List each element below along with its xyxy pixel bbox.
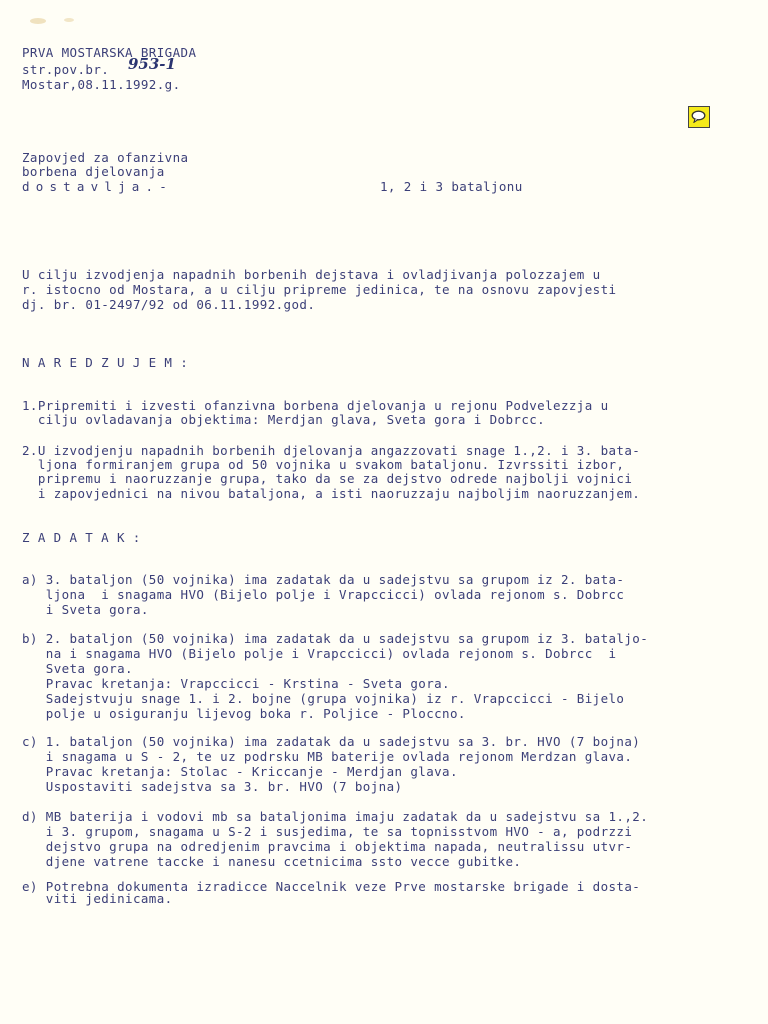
task-b-line: b) 2. bataljon (50 vojnika) ima zadatak da u sadejstvu sa grupom iz 3. bataljo-	[22, 631, 649, 646]
task-d-line: d) MB baterija i vodovi mb sa bataljonima imaju zadatak da u sadejstvu sa 1.,2.	[22, 809, 649, 824]
order-heading: NAREDZUJEM:	[22, 355, 197, 370]
recipients: 1, 2 i 3 bataljonu	[380, 179, 523, 194]
task-b-line: Pravac kretanja: Vrapccicci - Krstina - Sveta gora.	[22, 676, 450, 691]
task-e-line: e) Potrebna dokumenta izradicce Naccelnik veze Prve mostarske brigade i dosta-	[22, 879, 641, 894]
order-1-line: cilju ovladavanja objektima: Merdjan glava, Sveta gora i Dobrcc.	[22, 412, 546, 427]
reference-prefix: str.pov.br.	[22, 62, 110, 77]
task-d-line: i 3. grupom, snagama u S-2 i susjedima, te sa topnisstvom HVO - a, podrzzi	[22, 824, 633, 839]
tasks-heading: ZADATAK:	[22, 530, 149, 545]
paper-stain	[64, 18, 74, 22]
speech-bubble-icon	[691, 110, 706, 123]
task-c-line: Uspostaviti sadejstva sa 3. br. HVO (7 bojna)	[22, 779, 403, 794]
task-d-line: dejstvo grupa na odredjenim pravcima i objektima napada, neutralissu utvr-	[22, 839, 633, 854]
intro-line: U cilju izvodjenja napadnih borbenih dejstava i ovladjivanja polozzajem u	[22, 267, 601, 282]
task-b-line: Sveta gora.	[22, 661, 133, 676]
task-d-line: djene vatrene taccke i nanesu ccetnicima ssto vecce gubitke.	[22, 854, 522, 869]
order-2-line: ljona formiranjem grupa od 50 vojnika u svakom bataljonu. Izvrssiti izbor,	[22, 457, 625, 472]
order-2-line: 2.U izvodjenju napadnih borbenih djelovanja angazzovati snage 1.,2. i 3. bata-	[22, 443, 641, 458]
task-e-line: viti jedinicama.	[22, 891, 173, 906]
subject-line-2: borbena djelovanja	[22, 164, 165, 179]
order-2-line: pripremu i naoruzzanje grupa, tako da se za dejstvo odrede najbolji vojnici	[22, 471, 633, 486]
task-b-line: polje u osiguranju lijevog boka r. Poljice - Ploccno.	[22, 706, 466, 721]
intro-line: dj. br. 01-2497/92 od 06.11.1992.god.	[22, 297, 316, 312]
task-a-line: ljona i snagama HVO (Bijelo polje i Vrapccicci) ovlada rejonom s. Dobrcc	[22, 587, 625, 602]
task-c-line: Pravac kretanja: Stolac - Kriccanje - Merdjan glava.	[22, 764, 458, 779]
subject-line-1: Zapovjed za ofanzivna	[22, 150, 189, 165]
task-c-line: c) 1. bataljon (50 vojnika) ima zadatak da u sadejstvu sa 3. br. HVO (7 bojna)	[22, 734, 641, 749]
order-2-line: i zapovjednici na nivou bataljona, a isti naoruzzaju najboljim naoruzzanjem.	[22, 486, 641, 501]
intro-line: r. istocno od Mostara, a u cilju pripreme jedinica, te na osnovu zapovjesti	[22, 282, 617, 297]
task-c-line: i snagama u S - 2, te uz podrsku MB baterije ovlada rejonom Merdzan glava.	[22, 749, 633, 764]
comment-annotation[interactable]	[688, 106, 710, 128]
task-b-line: Sadejstvuju snage 1. i 2. bojne (grupa vojnika) iz r. Vrapccicci - Bijelo	[22, 691, 625, 706]
brigade-name: PRVA MOSTARSKA BRIGADA	[22, 45, 197, 60]
handwritten-reference-number: 953-1	[128, 55, 176, 73]
task-b-line: na i snagama HVO (Bijelo polje i Vrapccicci) ovlada rejonom s. Dobrcc i	[22, 646, 617, 661]
task-a-line: a) 3. bataljon (50 vojnika) ima zadatak da u sadejstvu sa grupom iz 2. bata-	[22, 572, 625, 587]
place-date: Mostar,08.11.1992.g.	[22, 77, 181, 92]
paper-stain	[30, 18, 46, 24]
task-a-line: i Sveta gora.	[22, 602, 149, 617]
order-1-line: 1.Pripremiti i izvesti ofanzivna borbena djelovanja u rejonu Podvelezzja u	[22, 398, 609, 413]
delivery-label: dostavlja.-	[22, 179, 173, 194]
